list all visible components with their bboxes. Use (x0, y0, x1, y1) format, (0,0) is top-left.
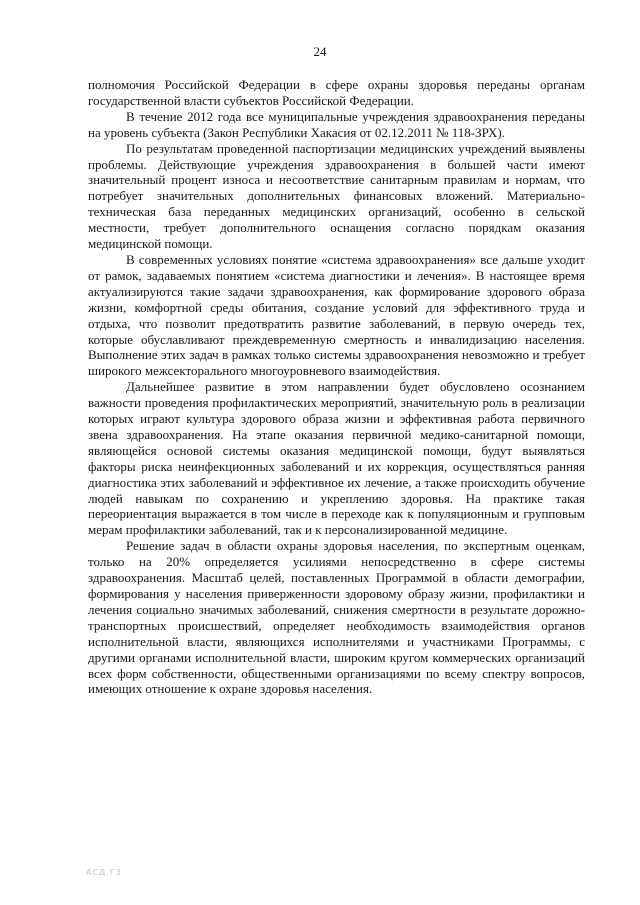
document-body (88, 77, 585, 697)
paragraph-healthcare-system-concept: В современных условиях понятие «система здравоохранения» все дальше уходит от рамок, задаваемых понятием «система диагностики и лечения». В настоящее время актуализируются такие задачи здравоохранения, как формирование здорового образа жизни, комфортной среды обитания, создание условий для эффективного труда и отдыха, что позволит предотвратить развитие заболеваний, в первую очередь тех, которые обуславливают преждевременную смертность и инвалидизацию населения. Выполнение этих задач в рамках только системы здравоохранения невозможно и требует широкого межсекторального многоуровневого взаимодействия. (88, 251, 585, 379)
paragraph-passportization-problems: По результатам проведенной паспортизации медицинских учреждений выявлены проблемы. Действующие учреждения здравоохранения в большей части имеют значительный процент износа и несоответствие санитарным правилам и нормам, что потребует значительных дополнительных финансовых вложений. Материально-техническая база переданных медицинских организаций, особенно в сельской местности, требует дополнительного оснащения согласно порядкам оказания медицинской помощи. (88, 140, 585, 252)
footer-mark: АСД.ГЗ (86, 868, 122, 877)
paragraph-tasks-solution: Решение задач в области охраны здоровья населения, по экспертным оценкам, только на 20% определяется усилиями непосредственно в сфере системы здравоохранения. Масштаб целей, поставленных Программой в области демографии, формирования у населения приверженности здоровому образу жизни, профилактики и лечения социально значимых заболеваний, снижения смертности в результате дорожно-транспортных происшествий, определяет необходимость взаимодействия органов исполнительной власти, являющихся исполнителями и участниками Программы, с другими органами исполнительной власти, широким кругом коммерческих организаций всех форм собственности, общественными организациями по всему спектру вопросов, имеющих отношение к охране здоровья населения. (88, 538, 585, 697)
paragraph-municipal-transfer: В течение 2012 года все муниципальные учреждения здравоохранения переданы на уровень субъекта (Закон Республики Хакасия от 02.12.2011 № 118-ЗРХ). (88, 108, 585, 140)
paragraph-prevention-development: Дальнейшее развитие в этом направлении будет обусловлено осознанием важности проведения профилактических мероприятий, значительную роль в реализации которых играют культура здорового образа жизни и эффективная работа первичного звена здравоохранения. На этапе оказания первичной медико-санитарной помощи, являющейся основой системы оказания медицинской помощи, будут выявляться факторы риска неинфекционных заболеваний и их коррекция, осуществляться ранняя диагностика этих заболеваний и эффективное их лечение, а также происходить обучение людей навыкам по сохранению и укреплению здоровья. На практике такая переориентация выражается в том числе в переходе как к популяционным и групповым мерам профилактики заболеваний, так и к персонализированной медицине. (88, 379, 585, 538)
page-number: 24 (313, 44, 327, 59)
paragraph-continuation: полномочия Российской Федерации в сфере охраны здоровья переданы органам государственной власти субъектов Российской Федерации. (88, 77, 585, 108)
